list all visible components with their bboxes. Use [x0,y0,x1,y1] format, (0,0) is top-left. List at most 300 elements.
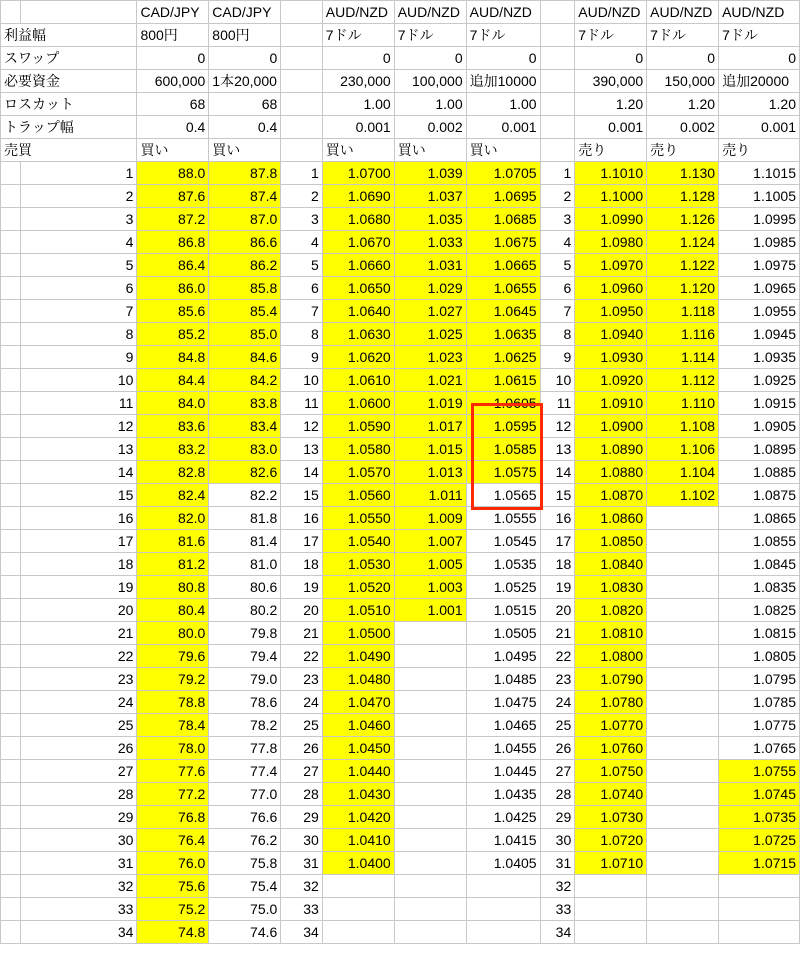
audnzd-sell-3[interactable]: 1.1005 [719,185,800,208]
row-index[interactable]: 10 [20,369,137,392]
audnzd-buy-2[interactable]: 1.005 [394,553,466,576]
audnzd-sell-1[interactable]: 1.0860 [575,507,647,530]
audnzd-buy-3[interactable]: 1.0675 [466,231,540,254]
cadjpy-buy-2[interactable]: 80.6 [209,576,281,599]
info-cell[interactable]: 1本20,000 [209,70,281,93]
info-cell[interactable]: 売り [719,139,800,162]
cadjpy-buy-2[interactable]: 79.4 [209,645,281,668]
info-cell[interactable] [281,139,323,162]
info-cell[interactable]: 7ドル [575,24,647,47]
audnzd-buy-3[interactable]: 1.0695 [466,185,540,208]
cadjpy-buy-2[interactable]: 81.0 [209,553,281,576]
audnzd-sell-2[interactable]: 1.112 [647,369,719,392]
audnzd-sell-3[interactable] [719,921,800,944]
row-index[interactable]: 33 [281,898,323,921]
audnzd-buy-3[interactable]: 1.0515 [466,599,540,622]
row-index[interactable]: 5 [281,254,323,277]
audnzd-buy-1[interactable] [322,921,394,944]
audnzd-buy-1[interactable]: 1.0630 [322,323,394,346]
blank-cell[interactable] [1,254,21,277]
row-index[interactable]: 1 [540,162,575,185]
audnzd-buy-3[interactable]: 1.0615 [466,369,540,392]
audnzd-buy-2[interactable]: 1.019 [394,392,466,415]
audnzd-buy-3[interactable]: 1.0575 [466,461,540,484]
audnzd-buy-2[interactable] [394,645,466,668]
column-header[interactable]: CAD/JPY [137,1,209,24]
cadjpy-buy-2[interactable]: 86.2 [209,254,281,277]
info-cell[interactable]: 7ドル [394,24,466,47]
row-index[interactable]: 30 [540,829,575,852]
audnzd-buy-3[interactable]: 1.0525 [466,576,540,599]
row-index[interactable]: 10 [540,369,575,392]
info-cell[interactable]: 7ドル [719,24,800,47]
row-index[interactable]: 1 [281,162,323,185]
cadjpy-buy-1[interactable]: 85.6 [137,300,209,323]
audnzd-sell-3[interactable]: 1.0905 [719,415,800,438]
audnzd-sell-2[interactable] [647,875,719,898]
blank-cell[interactable] [1,921,21,944]
info-cell[interactable] [540,139,575,162]
info-cell[interactable]: 0 [322,47,394,70]
info-cell[interactable]: 買い [209,139,281,162]
audnzd-sell-2[interactable]: 1.114 [647,346,719,369]
cadjpy-buy-2[interactable]: 77.0 [209,783,281,806]
cadjpy-buy-2[interactable]: 85.8 [209,277,281,300]
row-index[interactable]: 18 [281,553,323,576]
audnzd-sell-3[interactable]: 1.0895 [719,438,800,461]
audnzd-sell-3[interactable]: 1.0875 [719,484,800,507]
info-cell[interactable]: 買い [137,139,209,162]
cadjpy-buy-2[interactable]: 83.0 [209,438,281,461]
cadjpy-buy-2[interactable]: 87.4 [209,185,281,208]
row-index[interactable]: 28 [281,783,323,806]
info-cell[interactable]: 0.001 [719,116,800,139]
blank-cell[interactable] [1,300,21,323]
row-index[interactable]: 24 [20,691,137,714]
audnzd-buy-1[interactable]: 1.0680 [322,208,394,231]
blank-cell[interactable] [1,162,21,185]
audnzd-sell-3[interactable]: 1.0865 [719,507,800,530]
audnzd-sell-3[interactable]: 1.0955 [719,300,800,323]
cadjpy-buy-1[interactable]: 80.0 [137,622,209,645]
audnzd-sell-2[interactable]: 1.116 [647,323,719,346]
column-header[interactable] [1,1,21,24]
audnzd-buy-1[interactable]: 1.0400 [322,852,394,875]
info-cell[interactable]: 1.20 [647,93,719,116]
audnzd-sell-3[interactable] [719,875,800,898]
column-header[interactable]: AUD/NZD [575,1,647,24]
audnzd-sell-3[interactable]: 1.0935 [719,346,800,369]
cadjpy-buy-2[interactable]: 74.6 [209,921,281,944]
audnzd-sell-3[interactable]: 1.0735 [719,806,800,829]
cadjpy-buy-1[interactable]: 84.0 [137,392,209,415]
audnzd-buy-1[interactable]: 1.0600 [322,392,394,415]
cadjpy-buy-1[interactable]: 75.2 [137,898,209,921]
row-index[interactable]: 4 [540,231,575,254]
audnzd-sell-1[interactable]: 1.0770 [575,714,647,737]
row-index[interactable]: 18 [540,553,575,576]
row-index[interactable]: 29 [20,806,137,829]
audnzd-sell-3[interactable]: 1.0855 [719,530,800,553]
blank-cell[interactable] [1,415,21,438]
cadjpy-buy-2[interactable]: 76.2 [209,829,281,852]
audnzd-buy-3[interactable] [466,898,540,921]
cadjpy-buy-2[interactable]: 75.8 [209,852,281,875]
cadjpy-buy-2[interactable]: 79.8 [209,622,281,645]
row-index[interactable]: 9 [540,346,575,369]
audnzd-sell-1[interactable] [575,921,647,944]
row-index[interactable]: 1 [20,162,137,185]
audnzd-buy-2[interactable] [394,783,466,806]
blank-cell[interactable] [1,898,21,921]
audnzd-sell-2[interactable]: 1.128 [647,185,719,208]
audnzd-sell-2[interactable]: 1.110 [647,392,719,415]
row-index[interactable]: 32 [20,875,137,898]
audnzd-sell-2[interactable] [647,530,719,553]
audnzd-buy-1[interactable]: 1.0620 [322,346,394,369]
audnzd-sell-2[interactable] [647,829,719,852]
row-index[interactable]: 11 [281,392,323,415]
info-cell[interactable]: 1.00 [322,93,394,116]
row-index[interactable]: 21 [281,622,323,645]
audnzd-sell-1[interactable]: 1.0960 [575,277,647,300]
audnzd-sell-1[interactable]: 1.0750 [575,760,647,783]
audnzd-sell-3[interactable]: 1.0745 [719,783,800,806]
info-cell[interactable] [281,24,323,47]
row-index[interactable]: 32 [540,875,575,898]
audnzd-buy-1[interactable]: 1.0670 [322,231,394,254]
audnzd-sell-3[interactable] [719,898,800,921]
audnzd-buy-1[interactable]: 1.0570 [322,461,394,484]
audnzd-buy-1[interactable]: 1.0440 [322,760,394,783]
info-cell[interactable]: 0 [137,47,209,70]
audnzd-buy-2[interactable] [394,691,466,714]
cadjpy-buy-1[interactable]: 77.6 [137,760,209,783]
audnzd-buy-1[interactable]: 1.0540 [322,530,394,553]
cadjpy-buy-1[interactable]: 87.2 [137,208,209,231]
audnzd-sell-2[interactable] [647,599,719,622]
blank-cell[interactable] [1,829,21,852]
cadjpy-buy-1[interactable]: 86.0 [137,277,209,300]
audnzd-sell-3[interactable]: 1.1015 [719,162,800,185]
audnzd-buy-1[interactable]: 1.0430 [322,783,394,806]
audnzd-sell-1[interactable]: 1.0950 [575,300,647,323]
row-index[interactable]: 13 [281,438,323,461]
cadjpy-buy-2[interactable]: 87.0 [209,208,281,231]
audnzd-buy-3[interactable]: 1.0595 [466,415,540,438]
row-index[interactable]: 15 [281,484,323,507]
info-cell[interactable]: 68 [209,93,281,116]
blank-cell[interactable] [1,622,21,645]
blank-cell[interactable] [1,737,21,760]
cadjpy-buy-1[interactable]: 76.4 [137,829,209,852]
info-cell[interactable]: 0.002 [647,116,719,139]
audnzd-buy-3[interactable]: 1.0585 [466,438,540,461]
audnzd-buy-2[interactable] [394,829,466,852]
audnzd-sell-1[interactable]: 1.0910 [575,392,647,415]
audnzd-buy-2[interactable]: 1.017 [394,415,466,438]
audnzd-sell-2[interactable] [647,668,719,691]
cadjpy-buy-1[interactable]: 84.4 [137,369,209,392]
cadjpy-buy-1[interactable]: 86.4 [137,254,209,277]
audnzd-buy-2[interactable] [394,806,466,829]
audnzd-buy-3[interactable]: 1.0455 [466,737,540,760]
row-index[interactable]: 3 [540,208,575,231]
audnzd-sell-3[interactable]: 1.0925 [719,369,800,392]
column-header[interactable]: AUD/NZD [647,1,719,24]
cadjpy-buy-1[interactable]: 76.0 [137,852,209,875]
info-cell[interactable]: 7ドル [322,24,394,47]
row-index[interactable]: 7 [20,300,137,323]
audnzd-buy-3[interactable] [466,921,540,944]
audnzd-sell-2[interactable] [647,783,719,806]
blank-cell[interactable] [1,645,21,668]
audnzd-buy-1[interactable]: 1.0560 [322,484,394,507]
cadjpy-buy-2[interactable]: 84.6 [209,346,281,369]
audnzd-buy-3[interactable]: 1.0495 [466,645,540,668]
audnzd-buy-1[interactable]: 1.0450 [322,737,394,760]
blank-cell[interactable] [1,484,21,507]
info-cell[interactable]: 7ドル [466,24,540,47]
row-index[interactable]: 24 [281,691,323,714]
row-index[interactable]: 14 [20,461,137,484]
cadjpy-buy-1[interactable]: 80.4 [137,599,209,622]
blank-cell[interactable] [1,714,21,737]
cadjpy-buy-2[interactable]: 77.4 [209,760,281,783]
row-index[interactable]: 11 [20,392,137,415]
cadjpy-buy-1[interactable]: 77.2 [137,783,209,806]
row-index[interactable]: 26 [20,737,137,760]
cadjpy-buy-2[interactable]: 76.6 [209,806,281,829]
audnzd-buy-1[interactable]: 1.0590 [322,415,394,438]
row-label[interactable]: 売買 [1,139,137,162]
cadjpy-buy-2[interactable]: 85.4 [209,300,281,323]
audnzd-sell-2[interactable] [647,622,719,645]
audnzd-buy-3[interactable]: 1.0405 [466,852,540,875]
audnzd-sell-1[interactable]: 1.0790 [575,668,647,691]
audnzd-buy-1[interactable] [322,875,394,898]
audnzd-sell-1[interactable]: 1.0900 [575,415,647,438]
row-index[interactable]: 9 [20,346,137,369]
audnzd-buy-2[interactable]: 1.033 [394,231,466,254]
cadjpy-buy-1[interactable]: 76.8 [137,806,209,829]
audnzd-buy-1[interactable] [322,898,394,921]
blank-cell[interactable] [1,553,21,576]
audnzd-sell-3[interactable]: 1.0815 [719,622,800,645]
blank-cell[interactable] [1,576,21,599]
info-cell[interactable] [281,116,323,139]
audnzd-buy-2[interactable]: 1.015 [394,438,466,461]
audnzd-buy-1[interactable]: 1.0700 [322,162,394,185]
info-cell[interactable]: 800円 [137,24,209,47]
row-index[interactable]: 34 [281,921,323,944]
audnzd-sell-1[interactable]: 1.0870 [575,484,647,507]
cadjpy-buy-1[interactable]: 75.6 [137,875,209,898]
audnzd-sell-2[interactable]: 1.118 [647,300,719,323]
audnzd-buy-3[interactable]: 1.0635 [466,323,540,346]
row-index[interactable]: 20 [20,599,137,622]
audnzd-sell-1[interactable]: 1.0890 [575,438,647,461]
blank-cell[interactable] [1,438,21,461]
info-cell[interactable]: 1.00 [394,93,466,116]
audnzd-buy-3[interactable]: 1.0445 [466,760,540,783]
row-index[interactable]: 6 [281,277,323,300]
row-index[interactable]: 4 [281,231,323,254]
audnzd-sell-1[interactable]: 1.0820 [575,599,647,622]
row-index[interactable]: 12 [540,415,575,438]
cadjpy-buy-1[interactable]: 84.8 [137,346,209,369]
row-label[interactable]: スワップ [1,47,137,70]
row-index[interactable]: 22 [20,645,137,668]
audnzd-buy-2[interactable]: 1.009 [394,507,466,530]
row-index[interactable]: 12 [20,415,137,438]
row-index[interactable]: 14 [540,461,575,484]
blank-cell[interactable] [1,668,21,691]
cadjpy-buy-1[interactable]: 85.2 [137,323,209,346]
audnzd-buy-1[interactable]: 1.0410 [322,829,394,852]
cadjpy-buy-1[interactable]: 83.2 [137,438,209,461]
blank-cell[interactable] [1,277,21,300]
row-index[interactable]: 34 [540,921,575,944]
cadjpy-buy-2[interactable]: 75.4 [209,875,281,898]
row-index[interactable]: 4 [20,231,137,254]
blank-cell[interactable] [1,185,21,208]
cadjpy-buy-1[interactable]: 78.0 [137,737,209,760]
cadjpy-buy-2[interactable]: 78.2 [209,714,281,737]
column-header[interactable] [281,1,323,24]
audnzd-buy-2[interactable] [394,714,466,737]
cadjpy-buy-2[interactable]: 86.6 [209,231,281,254]
audnzd-buy-2[interactable]: 1.007 [394,530,466,553]
audnzd-buy-1[interactable]: 1.0650 [322,277,394,300]
audnzd-sell-1[interactable]: 1.0920 [575,369,647,392]
audnzd-sell-3[interactable]: 1.0785 [719,691,800,714]
info-cell[interactable]: 600,000 [137,70,209,93]
row-index[interactable]: 23 [540,668,575,691]
audnzd-sell-3[interactable]: 1.0765 [719,737,800,760]
audnzd-sell-1[interactable]: 1.0880 [575,461,647,484]
audnzd-sell-2[interactable]: 1.120 [647,277,719,300]
cadjpy-buy-1[interactable]: 81.2 [137,553,209,576]
row-index[interactable]: 25 [540,714,575,737]
info-cell[interactable]: 0 [575,47,647,70]
row-index[interactable]: 2 [281,185,323,208]
audnzd-buy-2[interactable]: 1.011 [394,484,466,507]
row-index[interactable]: 19 [540,576,575,599]
cadjpy-buy-2[interactable]: 81.8 [209,507,281,530]
audnzd-sell-2[interactable]: 1.124 [647,231,719,254]
audnzd-sell-1[interactable]: 1.1000 [575,185,647,208]
info-cell[interactable]: 68 [137,93,209,116]
row-index[interactable]: 6 [540,277,575,300]
row-index[interactable]: 26 [540,737,575,760]
blank-cell[interactable] [1,323,21,346]
audnzd-buy-3[interactable]: 1.0605 [466,392,540,415]
audnzd-buy-1[interactable]: 1.0420 [322,806,394,829]
cadjpy-buy-2[interactable]: 84.2 [209,369,281,392]
audnzd-buy-3[interactable]: 1.0685 [466,208,540,231]
info-cell[interactable]: 0 [719,47,800,70]
audnzd-sell-1[interactable]: 1.0710 [575,852,647,875]
row-index[interactable]: 13 [540,438,575,461]
cadjpy-buy-1[interactable]: 86.8 [137,231,209,254]
cadjpy-buy-1[interactable]: 81.6 [137,530,209,553]
info-cell[interactable]: 1.20 [719,93,800,116]
row-index[interactable]: 17 [540,530,575,553]
row-index[interactable]: 27 [20,760,137,783]
audnzd-sell-2[interactable]: 1.126 [647,208,719,231]
row-index[interactable]: 33 [20,898,137,921]
cadjpy-buy-1[interactable]: 74.8 [137,921,209,944]
audnzd-sell-3[interactable]: 1.0845 [719,553,800,576]
audnzd-sell-1[interactable]: 1.0760 [575,737,647,760]
audnzd-sell-3[interactable]: 1.0825 [719,599,800,622]
audnzd-buy-2[interactable] [394,898,466,921]
info-cell[interactable]: 230,000 [322,70,394,93]
cadjpy-buy-2[interactable]: 87.8 [209,162,281,185]
row-index[interactable]: 7 [281,300,323,323]
audnzd-buy-2[interactable] [394,852,466,875]
row-index[interactable]: 25 [20,714,137,737]
row-index[interactable]: 13 [20,438,137,461]
cadjpy-buy-2[interactable]: 85.0 [209,323,281,346]
info-cell[interactable]: 0.4 [209,116,281,139]
info-cell[interactable]: 0.001 [466,116,540,139]
info-cell[interactable]: 100,000 [394,70,466,93]
column-header[interactable]: AUD/NZD [466,1,540,24]
audnzd-sell-1[interactable] [575,898,647,921]
column-header[interactable]: AUD/NZD [719,1,800,24]
audnzd-sell-2[interactable]: 1.130 [647,162,719,185]
audnzd-buy-2[interactable]: 1.021 [394,369,466,392]
audnzd-buy-2[interactable]: 1.031 [394,254,466,277]
info-cell[interactable] [281,70,323,93]
audnzd-sell-1[interactable]: 1.0720 [575,829,647,852]
info-cell[interactable]: 買い [394,139,466,162]
row-index[interactable]: 7 [540,300,575,323]
audnzd-sell-3[interactable]: 1.0775 [719,714,800,737]
row-index[interactable]: 15 [540,484,575,507]
row-label[interactable]: トラップ幅 [1,116,137,139]
info-cell[interactable]: 0 [647,47,719,70]
row-index[interactable]: 34 [20,921,137,944]
audnzd-buy-1[interactable]: 1.0550 [322,507,394,530]
row-index[interactable]: 5 [20,254,137,277]
audnzd-buy-2[interactable]: 1.029 [394,277,466,300]
row-index[interactable]: 10 [281,369,323,392]
audnzd-buy-3[interactable]: 1.0555 [466,507,540,530]
info-cell[interactable]: 0 [209,47,281,70]
audnzd-buy-3[interactable]: 1.0535 [466,553,540,576]
info-cell[interactable]: 買い [322,139,394,162]
audnzd-buy-2[interactable] [394,760,466,783]
cadjpy-buy-1[interactable]: 80.8 [137,576,209,599]
row-index[interactable]: 2 [20,185,137,208]
row-index[interactable]: 6 [20,277,137,300]
cadjpy-buy-1[interactable]: 83.6 [137,415,209,438]
column-header[interactable]: AUD/NZD [394,1,466,24]
audnzd-buy-2[interactable]: 1.025 [394,323,466,346]
row-index[interactable]: 33 [540,898,575,921]
row-index[interactable]: 22 [540,645,575,668]
audnzd-sell-1[interactable]: 1.0980 [575,231,647,254]
audnzd-sell-3[interactable]: 1.0975 [719,254,800,277]
cadjpy-buy-2[interactable]: 79.0 [209,668,281,691]
audnzd-sell-1[interactable]: 1.0800 [575,645,647,668]
audnzd-sell-2[interactable] [647,898,719,921]
audnzd-buy-3[interactable]: 1.0425 [466,806,540,829]
audnzd-sell-2[interactable]: 1.106 [647,438,719,461]
